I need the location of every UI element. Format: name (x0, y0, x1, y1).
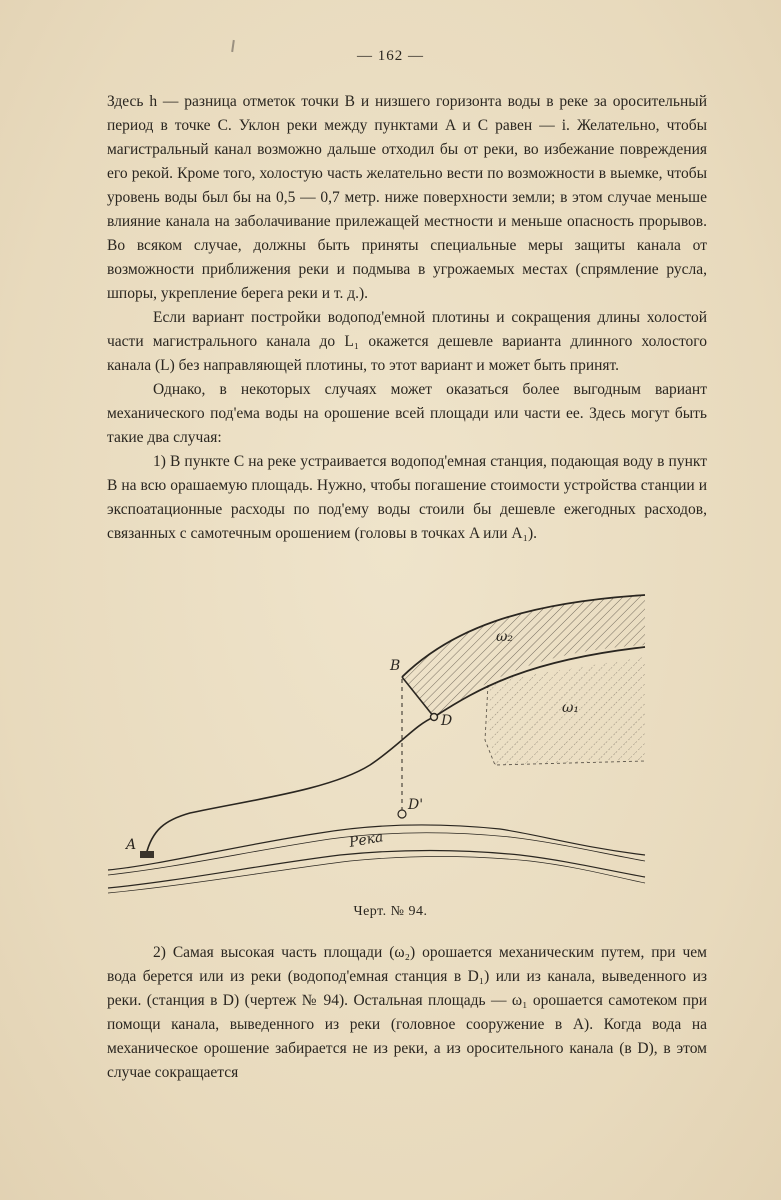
text-block-bottom (107, 941, 707, 1085)
canal-line (146, 717, 434, 855)
river-bank-lower (108, 851, 645, 889)
page-number: — 162 — (357, 48, 424, 64)
paragraph-2: Если вариант постройки водопод'емной плотины и сокращения длины холостой части магистрального канала до L₁ окажется дешевле варианта длинного холостого канала (L) без направляющей плотины, то этот вариант и может быть принят. (107, 309, 707, 374)
figure-caption: Черт. № 94. (353, 904, 428, 919)
label-D: D (441, 713, 453, 729)
station-D-marker (431, 714, 438, 721)
station-D-prime-marker (398, 810, 406, 818)
label-A: A (126, 837, 137, 853)
paragraph-1: Здесь h — разница отметок точки B и низшего горизонта воды в реке за оросительный период в точке C. Уклон реки между пунктами A и C равен — i. Желательно, чтобы магистральный канал возможно дальше отходил бы от реки, во избежание повреждения его рекой. Кроме того, холостую часть желательно вести по возможности в выемке, чтобы уровень воды был бы на 0,5 — 0,7 метр. ниже поверхности земли; в этом случае меньше влияние канала на заболачивание прилежащей местности и меньше опасность прорывов. Во всяком случае, должны быть приняты специальные меры защиты канала от возможности приближения реки и подмыва в угрожаемых местах (спрямление русла, шпоры, укрепление берега реки и т. д.). (107, 93, 707, 302)
paragraph-5: 2) Самая высокая часть площади (ω₂) орошается механическим путем, при чем вода берется или из реки (водопод'емная станция в D₁) или из канала, выведенного из реки. (станция в D) (чертеж № 94). Остальная площадь — ω₁ орошается самотеком при помощи канала, выведенного из реки (головное сооружение в A). Когда вода на механическое орошение забирается не из реки, а из оросительного канала (в D), в этом случае сокращается (107, 944, 707, 1081)
head-structure-A (140, 851, 154, 858)
label-omega1: ω₁ (562, 700, 580, 716)
label-B: B (390, 658, 401, 674)
paragraph-4: 1) В пункте C на реке устраивается водопод'емная станция, подающая воду в пункт B на всю орашаемую площадь. Нужно, чтобы погашение стоимости устройства станции и экспоатационные расходы по под'ему воды стоили бы дешевле ежегодных расходов, связанных с самотечным орошением (головы в точках A или A₁). (107, 453, 707, 542)
label-D-prime: D' (408, 797, 424, 813)
paragraph-3: Однако, в некоторых случаях может оказаться более выгодным вариант механического под'ема воды на орошение всей площади или части ее. Здесь могут быть такие два случая: (107, 381, 707, 446)
label-omega2: ω₂ (496, 629, 514, 645)
label-river: Река (347, 829, 385, 851)
drawing-94 (100, 585, 660, 895)
text-block-top (107, 90, 707, 546)
